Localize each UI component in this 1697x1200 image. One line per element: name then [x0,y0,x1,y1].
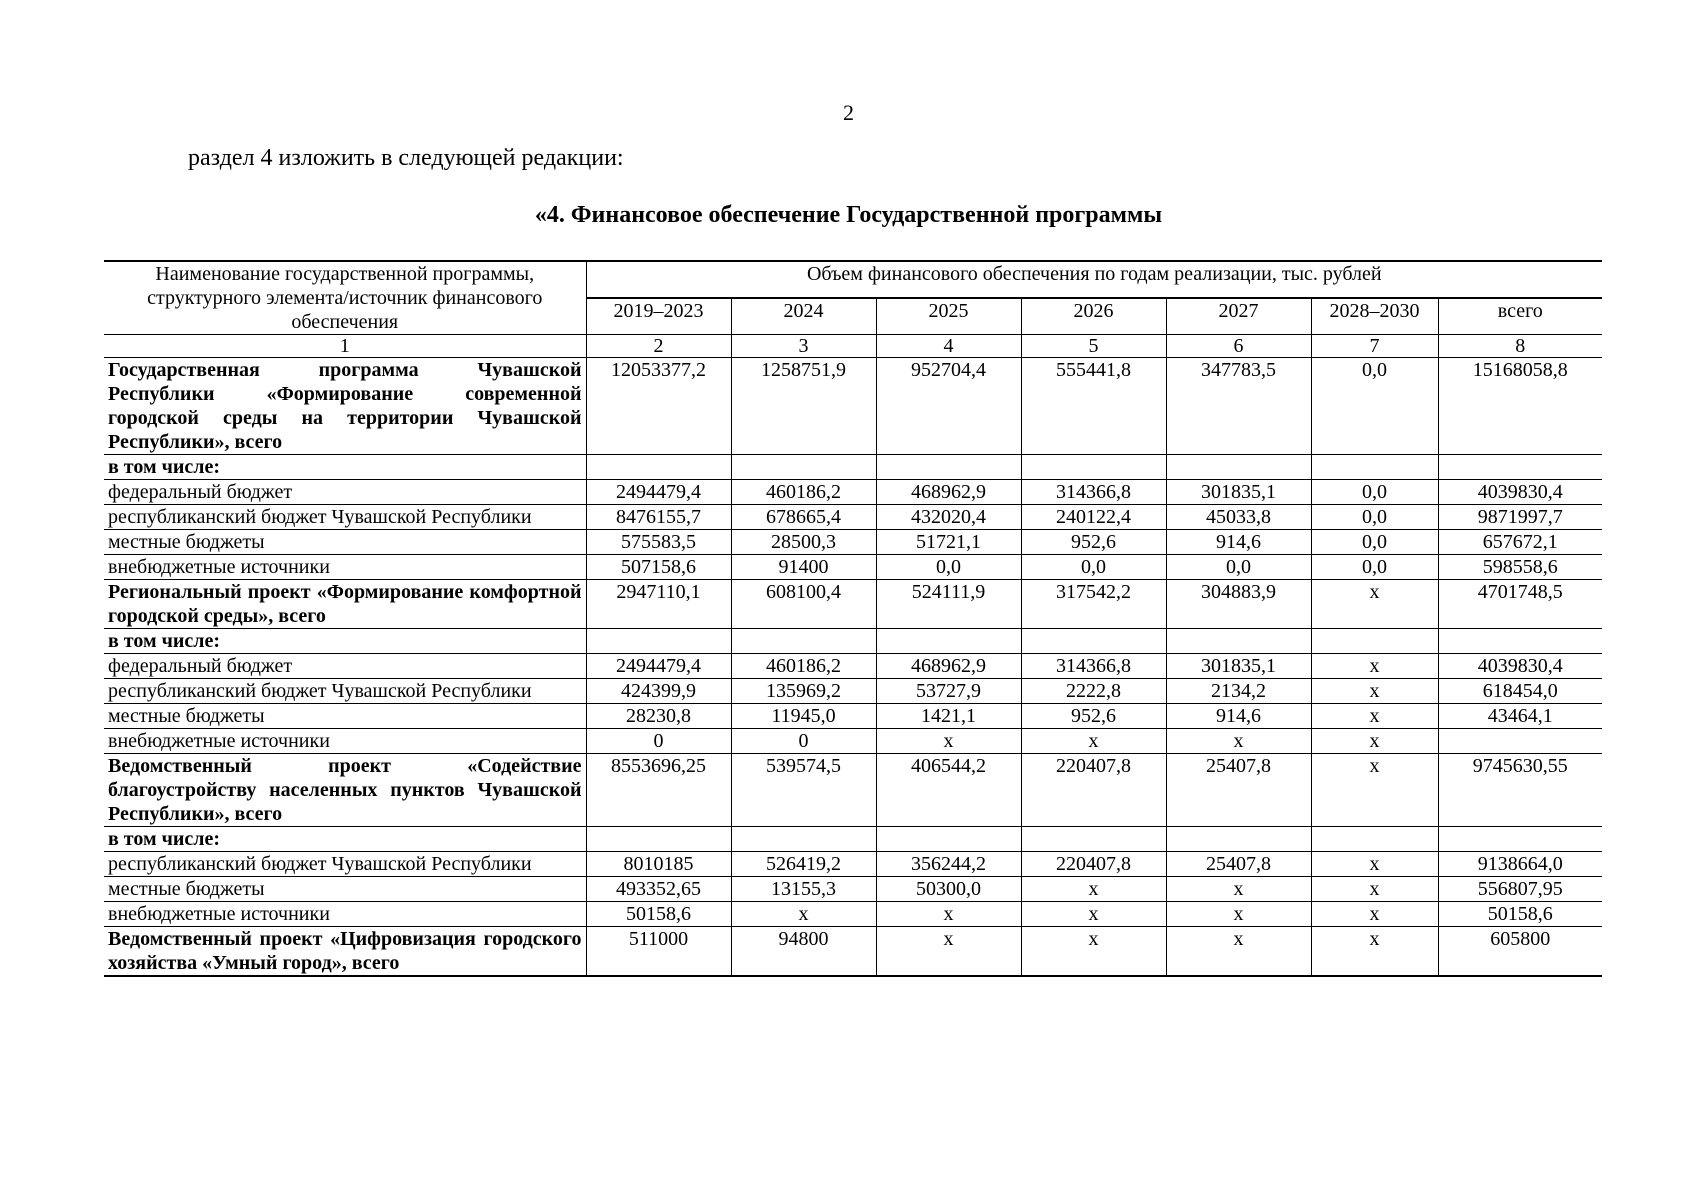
table-row [104,555,1602,580]
row-name-cell: Региональный проект «Формирование комфортной городской среды», всего [104,580,586,629]
value-cell: x [1021,729,1166,754]
row-name-cell: федеральный бюджет [104,654,586,679]
value-cell: 317542,2 [1021,580,1166,629]
value-cell: 15168058,8 [1438,358,1602,455]
value-cell: 460186,2 [731,480,876,505]
value-cell: 526419,2 [731,852,876,877]
value-cell: 356244,2 [876,852,1021,877]
column-number: 3 [731,335,876,358]
value-cell [876,629,1021,654]
row-name-cell: местные бюджеты [104,877,586,902]
row-name-cell: в том числе: [104,455,586,480]
value-cell [876,455,1021,480]
table-row [104,358,1602,455]
value-cell: 314366,8 [1021,654,1166,679]
column-number: 1 [104,335,586,358]
value-cell: 2494479,4 [586,654,731,679]
table-row [104,580,1602,629]
table-row [104,927,1602,977]
value-cell: 11945,0 [731,704,876,729]
value-cell: x [1311,927,1438,977]
value-cell: 556807,95 [1438,877,1602,902]
value-cell: 555441,8 [1021,358,1166,455]
value-cell: x [731,902,876,927]
row-name-cell: местные бюджеты [104,530,586,555]
value-cell: 2222,8 [1021,679,1166,704]
value-cell: 618454,0 [1438,679,1602,704]
year-header: 2025 [876,298,1021,334]
table-row [104,480,1602,505]
value-cell: x [1311,729,1438,754]
value-cell: 8553696,25 [586,754,731,827]
value-cell: x [1311,580,1438,629]
value-cell: 9138664,0 [1438,852,1602,877]
value-cell [586,827,731,852]
value-cell: 0,0 [1311,358,1438,455]
value-cell: 240122,4 [1021,505,1166,530]
value-cell: x [1166,729,1311,754]
year-header: всего [1438,298,1602,334]
section-title: «4. Финансовое обеспечение Государственной программы [534,202,1163,228]
value-cell [1438,729,1602,754]
column-number: 2 [586,335,731,358]
column-number: 7 [1311,335,1438,358]
value-cell [1311,455,1438,480]
row-name-cell: внебюджетные источники [104,902,586,927]
value-cell: 0 [731,729,876,754]
year-header: 2027 [1166,298,1311,334]
value-cell: 25407,8 [1166,754,1311,827]
value-cell: x [1166,927,1311,977]
value-cell [1021,827,1166,852]
value-cell [1021,455,1166,480]
value-cell: x [1311,704,1438,729]
table-row [104,505,1602,530]
value-cell: x [1311,852,1438,877]
value-cell: 460186,2 [731,654,876,679]
column-number: 5 [1021,335,1166,358]
financing-table [104,260,1602,977]
value-cell: x [1311,877,1438,902]
table-row [104,654,1602,679]
value-cell: x [1311,902,1438,927]
value-cell: 301835,1 [1166,480,1311,505]
value-cell [1166,629,1311,654]
value-cell [586,455,731,480]
column-number-row [104,335,1602,358]
column-number: 6 [1166,335,1311,358]
value-cell: 4701748,5 [1438,580,1602,629]
value-cell: 493352,65 [586,877,731,902]
value-cell: 43464,1 [1438,704,1602,729]
value-cell: 468962,9 [876,480,1021,505]
value-cell [1166,455,1311,480]
value-cell: x [1166,877,1311,902]
value-cell [1311,827,1438,852]
row-name-cell: в том числе: [104,827,586,852]
table-row [104,679,1602,704]
value-cell: 575583,5 [586,530,731,555]
value-cell: x [1311,754,1438,827]
value-cell [876,827,1021,852]
table-row [104,530,1602,555]
year-header: 2019–2023 [586,298,731,334]
value-cell: 220407,8 [1021,754,1166,827]
value-cell: 914,6 [1166,704,1311,729]
value-cell: 9745630,55 [1438,754,1602,827]
table-row [104,852,1602,877]
value-cell [1438,629,1602,654]
value-cell: 0 [586,729,731,754]
value-cell: 1258751,9 [731,358,876,455]
value-cell: 914,6 [1166,530,1311,555]
intro-text: раздел 4 изложить в следующей редакции: [188,145,624,171]
value-cell: x [1021,902,1166,927]
table-row [104,729,1602,754]
table-row [104,827,1602,852]
row-name-cell: федеральный бюджет [104,480,586,505]
value-cell: 424399,9 [586,679,731,704]
value-cell [586,629,731,654]
value-cell: 4039830,4 [1438,480,1602,505]
value-cell: 304883,9 [1166,580,1311,629]
value-cell: 50158,6 [1438,902,1602,927]
value-cell: 50300,0 [876,877,1021,902]
value-cell: 608100,4 [731,580,876,629]
row-name-cell: внебюджетные источники [104,555,586,580]
row-name-cell: в том числе: [104,629,586,654]
row-name-cell: местные бюджеты [104,704,586,729]
value-cell: 347783,5 [1166,358,1311,455]
value-cell: 0,0 [1311,480,1438,505]
table-row [104,704,1602,729]
value-cell: 432020,4 [876,505,1021,530]
value-cell: x [1311,679,1438,704]
value-cell: 0,0 [1311,555,1438,580]
value-cell: 1421,1 [876,704,1021,729]
value-cell: 524111,9 [876,580,1021,629]
row-name-cell: республиканский бюджет Чувашской Республики [104,679,586,704]
value-cell: 8476155,7 [586,505,731,530]
value-cell: 657672,1 [1438,530,1602,555]
value-cell: 2494479,4 [586,480,731,505]
value-cell: 0,0 [1166,555,1311,580]
value-cell: 539574,5 [731,754,876,827]
value-cell: x [876,729,1021,754]
value-cell: 2947110,1 [586,580,731,629]
table-row [104,877,1602,902]
value-cell [1166,827,1311,852]
value-cell: 678665,4 [731,505,876,530]
value-cell: 8010185 [586,852,731,877]
year-header: 2028–2030 [1311,298,1438,334]
row-name-cell: республиканский бюджет Чувашской Республики [104,505,586,530]
year-header: 2026 [1021,298,1166,334]
row-name-cell: внебюджетные источники [104,729,586,754]
table-row [104,902,1602,927]
value-cell: 51721,1 [876,530,1021,555]
value-cell: 0,0 [876,555,1021,580]
value-cell: 50158,6 [586,902,731,927]
value-cell: 28230,8 [586,704,731,729]
table-row [104,455,1602,480]
value-cell: x [1021,877,1166,902]
value-cell: 220407,8 [1021,852,1166,877]
value-cell [731,629,876,654]
value-cell: 0,0 [1311,505,1438,530]
value-cell: 0,0 [1311,530,1438,555]
value-cell: 28500,3 [731,530,876,555]
value-cell: 12053377,2 [586,358,731,455]
row-name-cell: Ведомственный проект «Содействие благоустройству населенных пунктов Чувашской Республики», всего [104,754,586,827]
value-cell: x [1166,902,1311,927]
value-cell [1021,629,1166,654]
value-cell: x [876,902,1021,927]
value-cell: 45033,8 [1166,505,1311,530]
year-header: 2024 [731,298,876,334]
value-cell [1438,455,1602,480]
value-cell: 468962,9 [876,654,1021,679]
value-cell: 511000 [586,927,731,977]
value-cell: 94800 [731,927,876,977]
value-cell [1311,629,1438,654]
column-number: 8 [1438,335,1602,358]
value-cell: 952704,4 [876,358,1021,455]
header-volume-cell: Объем финансового обеспечения по годам реализации, тыс. рублей [586,261,1602,298]
value-cell: 91400 [731,555,876,580]
value-cell: 53727,9 [876,679,1021,704]
table-header-row [104,261,1602,298]
row-name-cell: Государственная программа Чувашской Республики «Формирование современной городской среды на территории Чувашской Республики», всего [104,358,586,455]
value-cell: 135969,2 [731,679,876,704]
row-name-cell: Ведомственный проект «Цифровизация городского хозяйства «Умный город», всего [104,927,586,977]
value-cell: 2134,2 [1166,679,1311,704]
value-cell: 13155,3 [731,877,876,902]
value-cell: 314366,8 [1021,480,1166,505]
value-cell: 0,0 [1021,555,1166,580]
value-cell: 301835,1 [1166,654,1311,679]
header-name-cell: Наименование государственной программы, структурного элемента/источник финансового обеспечения [104,261,586,335]
value-cell: 952,6 [1021,530,1166,555]
value-cell: 605800 [1438,927,1602,977]
value-cell: 4039830,4 [1438,654,1602,679]
value-cell [731,455,876,480]
value-cell: 25407,8 [1166,852,1311,877]
value-cell [1438,827,1602,852]
row-name-cell: республиканский бюджет Чувашской Республики [104,852,586,877]
value-cell: 507158,6 [586,555,731,580]
value-cell: x [876,927,1021,977]
value-cell: 9871997,7 [1438,505,1602,530]
value-cell: 952,6 [1021,704,1166,729]
value-cell [731,827,876,852]
value-cell: x [1021,927,1166,977]
value-cell: x [1311,654,1438,679]
column-number: 4 [876,335,1021,358]
page-number: 2 [843,100,854,125]
table-row [104,629,1602,654]
value-cell: 598558,6 [1438,555,1602,580]
table-row [104,754,1602,827]
value-cell: 406544,2 [876,754,1021,827]
